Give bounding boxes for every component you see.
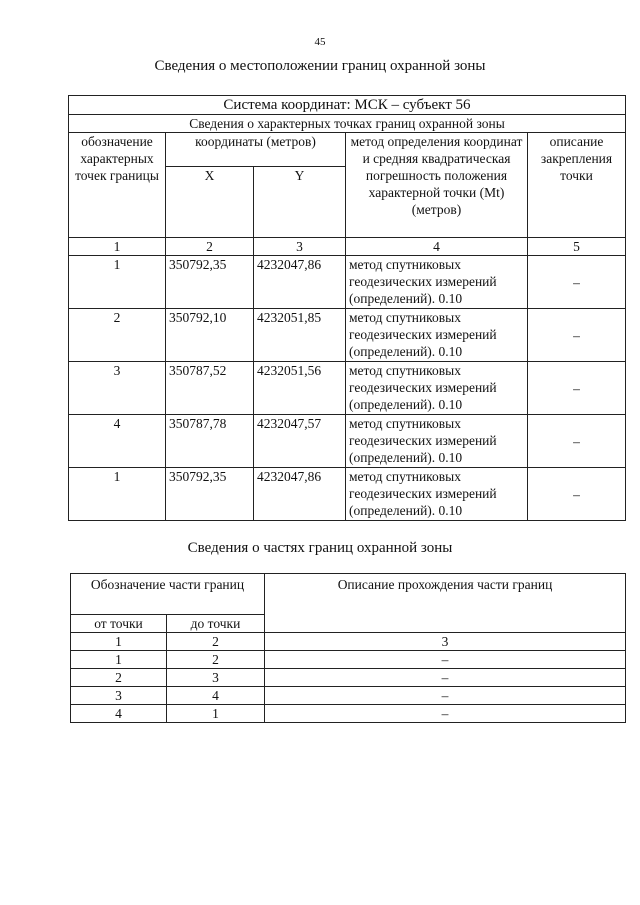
parts-header-row <box>71 574 626 615</box>
column-number: 3 <box>265 633 626 651</box>
header-coords: координаты (метров) <box>166 133 346 167</box>
parts-column-number-row <box>71 633 626 651</box>
from-cell: 2 <box>71 669 167 687</box>
y-cell: 4232047,57 <box>254 415 346 468</box>
x-cell: 350792,35 <box>166 468 254 521</box>
point-cell: 4 <box>69 415 166 468</box>
table-row <box>71 687 626 705</box>
table-row <box>71 705 626 723</box>
page-number: 45 <box>314 36 326 48</box>
to-cell: 4 <box>167 687 265 705</box>
point-cell: 1 <box>69 256 166 309</box>
y-cell: 4232047,86 <box>254 256 346 309</box>
header-method: метод определения координат и средняя квадратическая погрешность положения характерной точки (Mt) (метров) <box>346 133 528 238</box>
description-cell: – <box>528 362 626 415</box>
parts-title: Сведения о частях границ охранной зоны <box>187 540 453 556</box>
header-part-designation: Обозначение части границ <box>71 574 265 615</box>
header-to: до точки <box>167 615 265 633</box>
column-number: 2 <box>167 633 265 651</box>
table-row <box>69 415 626 468</box>
from-cell: 3 <box>71 687 167 705</box>
header-description: описание закрепления точки <box>528 133 626 238</box>
point-cell: 1 <box>69 468 166 521</box>
y-cell: 4232051,56 <box>254 362 346 415</box>
coord-header-row <box>69 133 626 167</box>
coord-subtitle: Сведения о характерных точках границ охранной зоны <box>69 115 626 133</box>
description-cell: – <box>528 309 626 362</box>
column-number: 4 <box>346 238 528 256</box>
header-x: X <box>166 167 254 238</box>
x-cell: 350792,10 <box>166 309 254 362</box>
coord-subtitle-row <box>69 115 626 133</box>
from-cell: 4 <box>71 705 167 723</box>
method-cell: метод спутниковых геодезических измерений (определений). 0.10 <box>346 362 528 415</box>
table-row <box>69 362 626 415</box>
part-description-cell: – <box>265 651 626 669</box>
boundary-parts-table <box>70 573 626 723</box>
table-row <box>69 468 626 521</box>
y-cell: 4232047,86 <box>254 468 346 521</box>
column-number: 5 <box>528 238 626 256</box>
column-number: 1 <box>69 238 166 256</box>
table-row <box>69 309 626 362</box>
header-part-description: Описание прохождения части границ <box>265 574 626 633</box>
point-cell: 2 <box>69 309 166 362</box>
point-cell: 3 <box>69 362 166 415</box>
part-description-cell: – <box>265 669 626 687</box>
table-row <box>69 256 626 309</box>
method-cell: метод спутниковых геодезических измерений (определений). 0.10 <box>346 309 528 362</box>
y-cell: 4232051,85 <box>254 309 346 362</box>
column-number-row <box>69 238 626 256</box>
column-number: 2 <box>166 238 254 256</box>
method-cell: метод спутниковых геодезических измерений (определений). 0.10 <box>346 415 528 468</box>
header-y: Y <box>254 167 346 238</box>
column-number: 3 <box>254 238 346 256</box>
description-cell: – <box>528 415 626 468</box>
coord-system-row <box>69 96 626 115</box>
part-description-cell: – <box>265 705 626 723</box>
x-cell: 350787,78 <box>166 415 254 468</box>
x-cell: 350787,52 <box>166 362 254 415</box>
coord-system: Система координат: МСК – субъект 56 <box>69 96 626 115</box>
to-cell: 1 <box>167 705 265 723</box>
column-number: 1 <box>71 633 167 651</box>
from-cell: 1 <box>71 651 167 669</box>
method-cell: метод спутниковых геодезических измерений (определений). 0.10 <box>346 468 528 521</box>
part-description-cell: – <box>265 687 626 705</box>
location-title: Сведения о местоположении границ охранной зоны <box>154 58 486 74</box>
description-cell: – <box>528 468 626 521</box>
to-cell: 3 <box>167 669 265 687</box>
table-row <box>71 651 626 669</box>
x-cell: 350792,35 <box>166 256 254 309</box>
header-point: обозначение характерных точек границы <box>69 133 166 238</box>
description-cell: – <box>528 256 626 309</box>
table-row <box>71 669 626 687</box>
coordinates-table <box>68 95 626 521</box>
to-cell: 2 <box>167 651 265 669</box>
method-cell: метод спутниковых геодезических измерений (определений). 0.10 <box>346 256 528 309</box>
header-from: от точки <box>71 615 167 633</box>
